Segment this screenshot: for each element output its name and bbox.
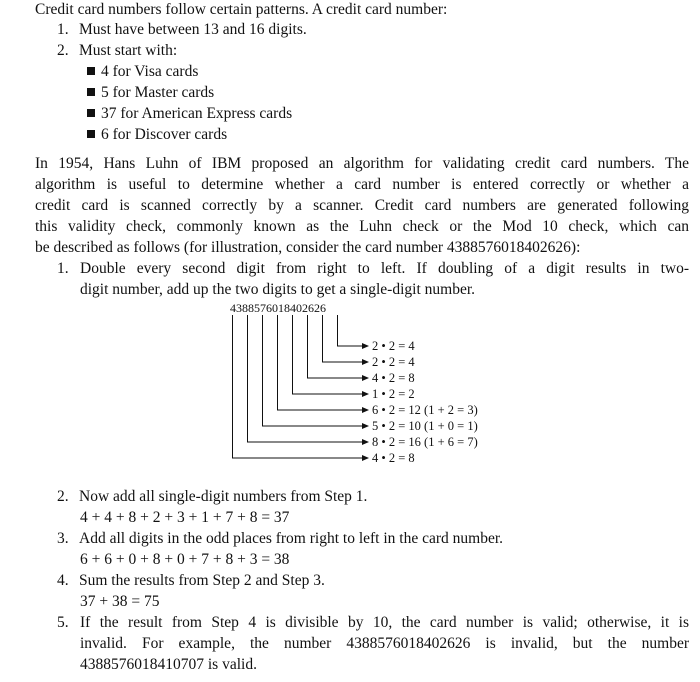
rule-item [57,41,177,62]
prefix-text: 37 for American Express cards [101,105,293,122]
paragraph-line: In 1954, Hans Luhn of IBM proposed an algorithm for validating credit card numbers. The [35,155,689,172]
prefix-text: 6 for Discover cards [101,126,228,143]
step-equation: 6 + 6 + 0 + 8 + 0 + 7 + 8 + 3 = 38 [80,551,290,568]
step-item [57,487,367,508]
prefix-item [87,62,198,83]
step-equation: 37 + 38 = 75 [80,593,160,610]
prefix-text: 5 for Master cards [101,84,215,101]
prefix-item [87,125,227,146]
step-text: Now add all single-digit numbers from Step 1. [79,488,368,505]
rule-number: 1. [57,21,69,38]
step-item [57,529,503,550]
connector-line [263,315,369,426]
doubling-calc: 6 • 2 = 12 (1 + 2 = 3) [372,403,478,417]
connector-line [293,315,369,394]
connector-line [233,315,369,458]
step-number: 2. [57,488,69,505]
step-number: 1. [57,260,69,277]
paragraph-line: credit card is scanned correctly by a scanner. Credit card numbers are generated following [35,197,689,214]
paragraph-line: be described as follows (for illustration, consider the card number 4388576018402626): [35,239,581,256]
step-text: If the result from Step 4 is divisible by 10, the card number is valid; otherwise, it is [80,614,689,631]
step-text: 4388576018410707 is valid. [80,656,257,673]
step-number: 3. [57,530,69,547]
doubling-calc: 1 • 2 = 2 [372,387,415,401]
paragraph-line: algorithm is useful to determine whether a card number is entered correctly or whether a [35,176,689,193]
connector-line [323,315,369,362]
square-bullet-icon [87,67,95,75]
doubling-calc: 5 • 2 = 10 (1 + 0 = 1) [372,419,478,433]
square-bullet-icon [87,109,95,117]
rule-text: Must have between 13 and 16 digits. [79,21,307,38]
doubling-calc: 4 • 2 = 8 [372,371,415,385]
doubling-calc: 2 • 2 = 4 [372,355,415,369]
rule-number: 2. [57,42,69,59]
step-number: 4. [57,572,69,589]
step-text: digit number, add up the two digits to get a single-digit number. [80,281,476,298]
doubling-calc: 8 • 2 = 16 (1 + 6 = 7) [372,435,478,449]
rule-text: Must start with: [79,42,178,59]
prefix-item [87,83,214,104]
square-bullet-icon [87,130,95,138]
doubling-calc: 4 • 2 = 8 [372,451,415,465]
diagram-card-number: 4388576018402626 [230,301,326,315]
step-item [57,571,325,592]
rule-item [57,20,307,41]
step-text: Add all digits in the odd places from right to left in the card number. [79,530,504,547]
step-number: 5. [57,614,69,631]
connector-line [338,315,369,346]
intro-heading: Credit card numbers follow certain patterns. A credit card number: [35,1,448,18]
step-text: invalid. For example, the number 4388576018402626 is invalid, but the number [80,635,689,652]
doubling-calc: 2 • 2 = 4 [372,339,415,353]
prefix-item [87,104,292,125]
prefix-text: 4 for Visa cards [101,63,199,80]
step-text: Double every second digit from right to left. If doubling of a digit results in two- [80,260,689,277]
step-equation: 4 + 4 + 8 + 2 + 3 + 1 + 7 + 8 = 37 [80,509,290,526]
luhn-doubling-diagram [230,298,530,478]
step-text: Sum the results from Step 2 and Step 3. [79,572,325,589]
square-bullet-icon [87,88,95,96]
paragraph-line: this validity check, commonly known as the Luhn check or the Mod 10 check, which can [35,218,689,235]
